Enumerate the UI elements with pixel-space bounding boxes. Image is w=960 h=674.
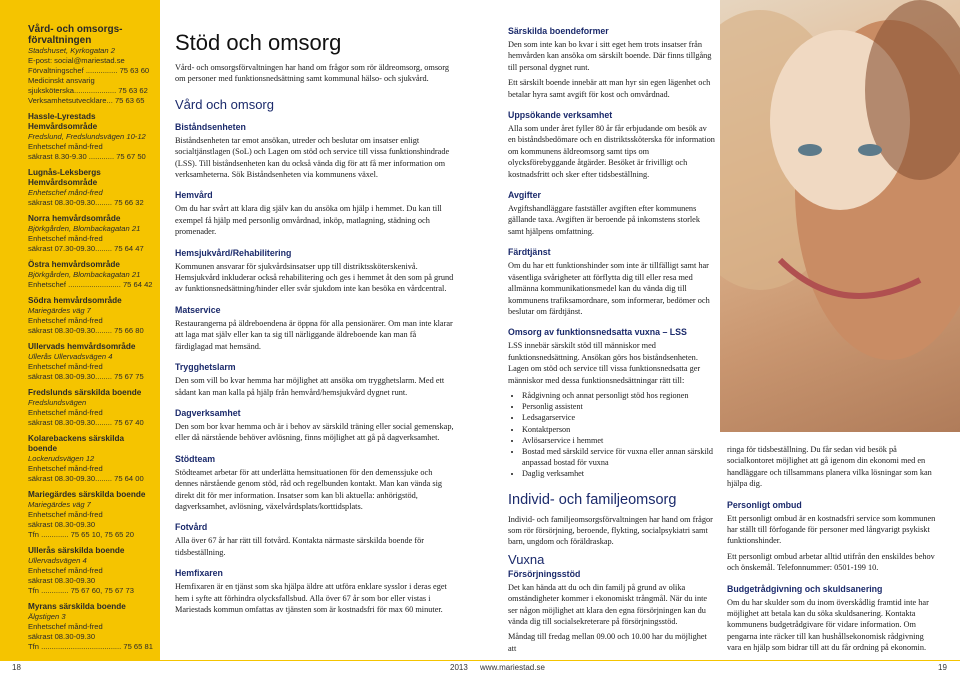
- contact-line: Enhetschef månd-fred: [28, 362, 103, 371]
- col3-sections: [727, 500, 939, 654]
- bullet-item: • Rådgivning och annat personligt stöd hos regionen: [522, 390, 716, 401]
- column-right: [727, 444, 939, 658]
- section-title-vard-och-omsorg: Vård och omsorg: [175, 96, 274, 112]
- section-heading: Biståndsenheten: [175, 121, 246, 132]
- bullet-item: • Daglig verksamhet: [522, 468, 716, 479]
- contact-line: Mariegärdes väg 7: [28, 306, 91, 315]
- col1-sections: [175, 122, 455, 616]
- section-heading: Särskilda boendeformer: [508, 26, 609, 36]
- section-heading: Matservice: [175, 304, 221, 315]
- section-paragraph: Den som vill bo kvar hemma har möjlighet att ansöka om trygghetslarm. Med ett sådant kan man kalla på hjälp från hemvård/hemsjukvård dygnet runt.: [175, 376, 445, 397]
- contact-block: [28, 214, 154, 254]
- contact-block: [28, 490, 154, 540]
- intro-paragraph: Vård- och omsorgsförvaltningen har hand om frågor som rör äldreomsorg, omsorg om personer med funktionsnedsättning samt kommunal hälso- och sjukvård.: [175, 63, 449, 84]
- contact-block: [28, 546, 154, 596]
- contact-line: Enhetschef månd-fred: [28, 566, 103, 575]
- contact-line: sjuksköterska.................... 75 63 62: [28, 86, 148, 95]
- contact-line: E-post: social@mariestad.se: [28, 56, 125, 65]
- contact-block: [28, 24, 154, 106]
- contact-line: säkrast 08.30-09.30........ 75 67 75: [28, 372, 144, 381]
- contact-line: Enhetschef månd-fred: [28, 622, 103, 631]
- bullet-list: [508, 390, 716, 480]
- lead-paragraph: ringa för tidsbeställning. Du får sedan vid besök på socialkontoret möjlighet att gå igenom din ekonomi med en handläggare och tillsammans planera vilka lösningar som kan hjälpa dig.: [727, 445, 932, 489]
- contact-block-title: Ullerås särskilda boende: [28, 546, 125, 555]
- contact-line: säkrast 08.30-09.30........ 75 66 32: [28, 198, 144, 207]
- contact-block: [28, 602, 154, 652]
- contact-line: Ullerås Ullervadsvägen 4: [28, 352, 113, 361]
- section-heading: Personligt ombud: [727, 499, 802, 510]
- contact-block-title: Myrans särskilda boende: [28, 602, 126, 611]
- contact-block-title: Vård- och omsorgs-förvaltningen: [28, 24, 123, 46]
- contact-block-title: Östra hemvårdsområde: [28, 260, 120, 269]
- section-paragraph: Stödteamet arbetar för att underlätta hemsituationen för den demenssjuke och dennes närstående genom stöd, råd och regelbunden kontakt. Man kan vända sig direkt dit för mer information. Insatser som kan bli aktuella: anhörigstöd, dagverksamhet, avlösning, växelvårdsplats/korttidsplats.: [175, 467, 443, 511]
- contact-line: Fredslund, Fredslundsvägen 10-12: [28, 132, 146, 141]
- contact-line: säkrast 08.30-09.30........ 75 64 00: [28, 474, 144, 483]
- contact-line: Verksamhetsutvecklare... 75 63 65: [28, 96, 145, 105]
- contact-line: Enhetschef månd-fred: [28, 188, 103, 197]
- section-paragraph: Ett särskilt boende innebär att man hyr sin egen lägenhet och betalar hyra samt avgift för kost och omvårdnad.: [508, 78, 711, 99]
- contact-line: säkrast 8.30-9.30 ............ 75 67 50: [28, 152, 146, 161]
- bullet-item: • Ledsagarservice: [522, 412, 716, 423]
- section-heading: Trygghetslarm: [175, 362, 236, 373]
- contact-block-title: Fredslunds särskilda boende: [28, 388, 142, 397]
- section-paragraph: Om du har svårt att klara dig själv kan du ansöka om hjälp i hemmet. Du kan till exempel få hjälp med personlig omvårdnad, inköp, matlagning, städning och promenader.: [175, 204, 442, 237]
- contact-line: Tfn ............. 75 65 10, 75 65 20: [28, 530, 134, 539]
- footer-year: 2013: [450, 663, 468, 672]
- contact-line: Björkgården, Blombackagatan 21: [28, 224, 141, 233]
- contact-line: Fredslundsvägen: [28, 398, 87, 407]
- contact-line: säkrast 08.30-09.30: [28, 520, 96, 529]
- page-number-left: 18: [12, 663, 21, 672]
- contact-block-title: Mariegärdes särskilda boende: [28, 490, 146, 499]
- section-paragraph: Den som inte kan bo kvar i sitt eget hem trots insatser från hemvården kan ansöka om särskilt boende. Där finns tillgång till personal dygnet runt.: [508, 40, 712, 72]
- contact-block: [28, 260, 154, 290]
- section-heading: Hemfixaren: [175, 568, 223, 579]
- contact-line: Ullervadsvägen 4: [28, 556, 87, 565]
- section-paragraph: Avgiftshandläggare fastställer avgiften efter kommunens gällande taxa. Avgiften är beroende på inkomstens storlek samt hjälpens omfattning.: [508, 204, 700, 236]
- contact-block: [28, 112, 154, 162]
- section-heading: Stödteam: [175, 453, 216, 464]
- section-heading: Hemvård: [175, 190, 213, 201]
- section-heading: Fotvård: [175, 522, 208, 533]
- section-paragraph: Om du har ett funktionshinder som inte är tillfälligt samt har väsentliga svårigheter att förflytta dig till eller resa med allmänna kommunikationsmedel kan du vända dig till kommunens trafiksamordnare, som informerar, bedömer och beslutar om färdtjänst.: [508, 261, 710, 316]
- page-footer: [0, 660, 960, 674]
- contact-line: säkrast 07.30-09.30........ 75 64 47: [28, 244, 144, 253]
- section-paragraph: Ett personligt ombud är en kostnadsfri service som kommunen har ställt till förfogande för personer med långvarigt psykiskt funktionshinder.: [727, 513, 936, 546]
- bullet-item: • Kontaktperson: [522, 424, 716, 435]
- footer-url[interactable]: www.mariestad.se: [480, 663, 545, 672]
- section-paragraph: Den som bor kvar hemma och är i behov av särskild träning eller social gemenskap, eller då närstående behöver avlösning, finns möjlighet att gå på dagverksamhet.: [175, 421, 454, 443]
- contact-line: Enhetschef månd-fred: [28, 408, 103, 417]
- column-middle: [508, 0, 716, 658]
- bullet-item: • Bostad med särskild service för vuxna eller annan särskild anpassad bostad för vuxna: [522, 446, 716, 468]
- page-number-right: 19: [938, 663, 947, 672]
- contact-block-title: Södra hemvårdsområde: [28, 296, 122, 305]
- section-heading: Dagverksamhet: [175, 407, 241, 418]
- contact-line: säkrast 08.30-09.30........ 75 67 40: [28, 418, 144, 427]
- contact-block-title: Kolarebackens särskilda boende: [28, 434, 125, 453]
- heading-forsorjningsstod: Försörjningsstöd: [508, 568, 581, 579]
- hero-photo: [720, 0, 960, 432]
- contact-block: [28, 434, 154, 484]
- column-stod-och-omsorg: [175, 0, 455, 619]
- section-heading: Hemsjukvård/Rehabilitering: [175, 247, 292, 258]
- section-heading: Uppsökande verksamhet: [508, 110, 613, 121]
- section-paragraph: Kommunen ansvarar för sjukvårdsinsatser upp till distriktssköterskenivå. Hemsjukvård inkluderar också rehabilitering och ges i hemmet åt den som på grund av funktionsnedsättning/hinder eller svår sjukdom inte kan besöka en vårdcentral.: [175, 261, 454, 294]
- section-paragraph: Restaurangerna på äldreboendena är öppna för alla pensionärer. Om man inte klarar att laga mat själv eller kan ta sig till närliggande äldreboende kan man få färdiglagad mat hemsänd.: [175, 318, 453, 351]
- contact-block-title: Lugnås-Leksbergs Hemvårdsområde: [28, 168, 101, 187]
- section-paragraph: LSS innebär särskilt stöd till människor med funktionsnedsättning. Ansökan görs hos biståndsenheten. Lagen om stöd och service till vissa funktionsnedsatta ger människor med dessa funktionsnedsättningar rätt till:: [508, 341, 701, 385]
- photo-illustration: [720, 0, 960, 432]
- vuxna-paragraph-2: Måndag till fredag mellan 09.00 och 10.00 har du möjlighet att: [508, 632, 707, 653]
- family-paragraph: Individ- och familjeomsorgsförvaltningen har hand om frågor som rör försörjning, beroende, flykting, socialpsykiatri samt barn, ungdom och föräldraskap.: [508, 514, 713, 547]
- section-paragraph: Ett personligt ombud arbetar alltid utifrån den enskildes behov och önskemål. Telefonnummer: 0501-199 10.: [727, 551, 935, 573]
- bullet-item: • Avlösarservice i hemmet: [522, 435, 716, 446]
- section-heading: Budgetrådgivning och skuldsanering: [727, 583, 883, 594]
- contact-line: Enhetschef månd-fred: [28, 464, 103, 473]
- contact-line: Medicinskt ansvarig: [28, 76, 95, 85]
- contact-line: Mariegärdes väg 7: [28, 500, 91, 509]
- section-paragraph: Hemfixaren är en tjänst som ska hjälpa äldre att utföra enklare sysslor i deras eget hem i syfte att förhindra olycksfallsbud. Alla över 67 år som bor eller vistas i Mariestads kommun omfattas av tjänsten som är kostnadsfri för max 60 minuter.: [175, 582, 447, 614]
- section-title-individ-familj: Individ- och familjeomsorg: [508, 491, 677, 508]
- section-paragraph: Alla över 67 år har rätt till fotvård. Kontakta närmaste särskilda boende för tidsbeställning.: [175, 536, 425, 557]
- vuxna-paragraph-1: Det kan hända att du och din familj på grund av olika omständigheter kommer i ekonomiskt trångmål. När du inte ser någon möjlighet att klara den egna försörjningen kan du vända dig till socialsekreterare på försörjningsstöd.: [508, 582, 708, 626]
- contact-line: Enhetschef månd-fred: [28, 510, 103, 519]
- col2-sections: [508, 26, 716, 480]
- contact-line: Enhetschef ......................... 75 64 42: [28, 280, 153, 289]
- contact-block-title: Ullervads hemvårdsområde: [28, 342, 136, 351]
- contact-block-title: Hassle-Lyrestads Hemvårdsområde: [28, 112, 98, 131]
- contact-sidebar: [0, 0, 160, 660]
- section-paragraph: Alla som under året fyller 80 år får erbjudande om besök av en biståndsbedömare och en distriktssköterska för information om kommunens äldreomsorg samt tips om olycksförebyggande åtgärder. Besöket är frivilligt och kostnadsfritt och sker efter tidsbeställning.: [508, 124, 715, 179]
- contact-line: Lockerudsvägen 12: [28, 454, 95, 463]
- contact-line: Enhetschef månd-fred: [28, 234, 103, 243]
- section-paragraph: Om du har skulder som du inom överskådlig framtid inte har möjlighet att betala kan du söka skuldsanering. Kontakta kommunens budgetrådgivare för vidare information. Om pengarna inte räcker till kan hushållsekonomisk rådgivning vara en hjälp som bidrar till att du får ordning på ekonomin.: [727, 597, 929, 653]
- contact-line: Förvaltningschef ............... 75 63 60: [28, 66, 150, 75]
- contact-line: Stadshuset, Kyrkogatan 2: [28, 46, 115, 55]
- section-heading: Omsorg av funktionsnedsatta vuxna – LSS: [508, 327, 687, 338]
- contact-line: säkrast 08.30-09.30........ 75 66 80: [28, 326, 144, 335]
- contact-line: Älgstigen 3: [28, 612, 66, 621]
- contact-block: [28, 168, 154, 208]
- contact-block: [28, 296, 154, 336]
- contact-line: Enhetschef månd-fred: [28, 316, 103, 325]
- bullet-item: • Personlig assistent: [522, 401, 716, 412]
- page-title: Stöd och omsorg: [175, 30, 342, 55]
- contact-block: [28, 388, 154, 428]
- section-heading: Färdtjänst: [508, 247, 551, 258]
- section-heading: Avgifter: [508, 190, 541, 201]
- contact-line: Björkgården, Blombackagatan 21: [28, 270, 141, 279]
- contact-line: Tfn ............. 75 67 60, 75 67 73: [28, 586, 134, 595]
- contact-line: Tfn ...................................... 75 65 81: [28, 642, 153, 651]
- contact-line: säkrast 08.30-09.30: [28, 576, 96, 585]
- section-title-vuxna: Vuxna: [508, 551, 545, 567]
- contact-block: [28, 342, 154, 382]
- contact-block-title: Norra hemvårdsområde: [28, 214, 121, 223]
- contact-line: säkrast 08.30-09.30: [28, 632, 96, 641]
- contact-line: Enhetschef månd-fred: [28, 142, 103, 151]
- section-paragraph: Biståndsenheten tar emot ansökan, utreder och beslutar om insatser enligt socialtjänstlagen (SoL) och Lagen om stöd och service till vissa funktionshindrade (LSS). Till biståndsenheten kan du också vända dig för att få mer information om verksamheterna. Sök Biståndsenheten via kommunens växel.: [175, 135, 450, 180]
